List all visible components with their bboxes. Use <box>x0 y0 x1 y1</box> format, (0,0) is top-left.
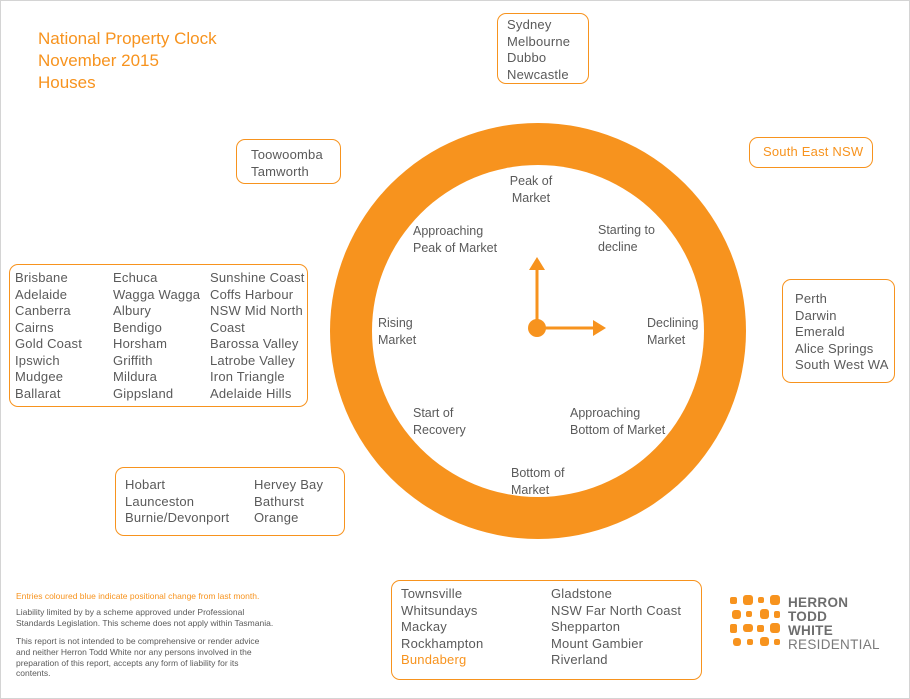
list-item: Mudgee <box>15 369 64 384</box>
phase-peak: Peak of Market <box>509 174 553 205</box>
list-item: Rockhampton <box>401 635 484 651</box>
list-item: Sydney <box>507 17 552 32</box>
box-peak-list <box>507 17 570 83</box>
box-recovery-col-2 <box>254 477 323 527</box>
phase-approaching-peak: Approaching Peak of Market <box>413 224 498 255</box>
list-item: Dubbo <box>507 50 547 65</box>
list-item: Brisbane <box>15 270 68 285</box>
box-rising-col-3 <box>210 270 305 402</box>
box-approaching-peak <box>236 139 341 184</box>
list-item: Alice Springs <box>795 340 874 356</box>
list-item: Coffs Harbour <box>210 286 294 302</box>
list-item: NSW Far North Coast <box>551 602 682 618</box>
list-item: Horsham <box>113 336 168 351</box>
footnote-colour-note: Entries coloured blue indicate positional change from last month. <box>16 591 260 601</box>
list-item: Hervey Bay <box>254 477 324 492</box>
title-line-1: National Property Clock <box>38 29 217 48</box>
list-item: Perth <box>795 291 828 306</box>
box-rising-market <box>9 264 308 407</box>
logo-line-3: WHITE <box>788 623 833 638</box>
title-line-2: November 2015 <box>38 51 159 70</box>
box-approaching-peak-list <box>251 147 323 180</box>
list-item: Echuca <box>113 270 158 285</box>
box-bottom-of-market <box>391 580 702 680</box>
phase-bottom: Bottom of Market <box>511 466 565 497</box>
list-item: Emerald <box>795 324 845 339</box>
list-item: Ballarat <box>15 385 61 401</box>
list-item: Darwin <box>795 307 837 323</box>
box-rising-col-1 <box>15 270 82 402</box>
box-start-of-recovery <box>115 467 345 536</box>
list-item: Launceston <box>125 493 195 509</box>
box-peak-of-market <box>497 13 589 84</box>
list-item: Townsville <box>401 586 463 601</box>
phase-rising: Rising Market <box>378 316 417 347</box>
list-item: Latrobe Valley <box>210 352 295 368</box>
list-item: Gladstone <box>551 586 613 601</box>
list-item: Ipswich <box>15 352 60 368</box>
list-item: Sunshine Coast <box>210 270 305 285</box>
list-item: Orange <box>254 510 299 525</box>
clock-hour-hand-arrow <box>529 257 545 270</box>
footnote-liability: Liability limited by by a scheme approved under Professional Standards Legislation. This scheme does not apply within Tasmania. <box>16 607 274 628</box>
logo-line-4: RESIDENTIAL <box>788 637 880 652</box>
list-item: Whitsundays <box>401 602 478 618</box>
box-bottom-col-2 <box>551 586 681 669</box>
phase-approaching-bottom: Approaching Bottom of Market <box>570 406 666 437</box>
list-item: Melbourne <box>507 33 571 49</box>
clock-pivot <box>528 319 546 337</box>
phase-declining: Declining Market <box>647 316 699 347</box>
list-item-highlighted: Bundaberg <box>401 652 467 667</box>
phase-starting-decline: Starting to decline <box>598 223 655 254</box>
list-item: Burnie/Devonport <box>125 510 230 525</box>
list-item: Iron Triangle <box>210 369 285 384</box>
list-item: Albury <box>113 303 152 318</box>
list-item: Adelaide Hills <box>210 385 292 401</box>
box-recovery-col-1 <box>125 477 229 527</box>
list-item: Mount Gambier <box>551 635 644 651</box>
box-rising-col-2 <box>113 270 200 402</box>
list-item: South West WA <box>795 357 889 372</box>
list-item: Gold Coast <box>15 336 83 351</box>
list-item: Barossa Valley <box>210 336 299 351</box>
list-item: Riverland <box>551 652 608 667</box>
list-item: Mackay <box>401 619 447 634</box>
footnote-disclaimer: This report is not intended to be comprehensive or render advice and neither Herron Todd White nor any persons involved in the preparation of this report, accepts any form of liability for its contents. <box>16 636 260 679</box>
box-declining-list <box>795 291 889 374</box>
list-item: Wagga Wagga <box>113 286 201 302</box>
list-item: Canberra <box>15 303 71 318</box>
box-bottom-col-1 <box>401 586 483 669</box>
list-item: Coast <box>210 319 245 335</box>
list-item: Mildura <box>113 369 158 384</box>
herron-todd-white-logo-icon <box>730 595 784 651</box>
list-item: Griffith <box>113 352 153 368</box>
box-starting-decline <box>749 137 873 168</box>
logo-wordmark <box>788 596 880 652</box>
clock-minute-hand-arrow <box>593 320 606 336</box>
title-line-3: Houses <box>38 73 96 92</box>
list-item: Toowoomba <box>251 147 323 162</box>
list-item: Adelaide <box>15 286 68 302</box>
list-item: South East NSW <box>763 144 864 159</box>
list-item: Bathurst <box>254 493 305 509</box>
phase-start-recovery: Start of Recovery <box>413 406 466 437</box>
list-item: Shepparton <box>551 619 621 634</box>
logo-line-2: TODD <box>788 609 828 624</box>
list-item: Cairns <box>15 319 54 335</box>
list-item: Newcastle <box>507 66 569 82</box>
list-item: Gippsland <box>113 385 174 401</box>
list-item: Hobart <box>125 477 166 492</box>
list-item: Bendigo <box>113 319 163 335</box>
box-starting-decline-list <box>763 144 863 161</box>
list-item: NSW Mid North <box>210 303 303 318</box>
list-item: Tamworth <box>251 163 309 179</box>
box-declining-market <box>782 279 895 383</box>
logo-line-1: HERRON <box>788 595 849 610</box>
